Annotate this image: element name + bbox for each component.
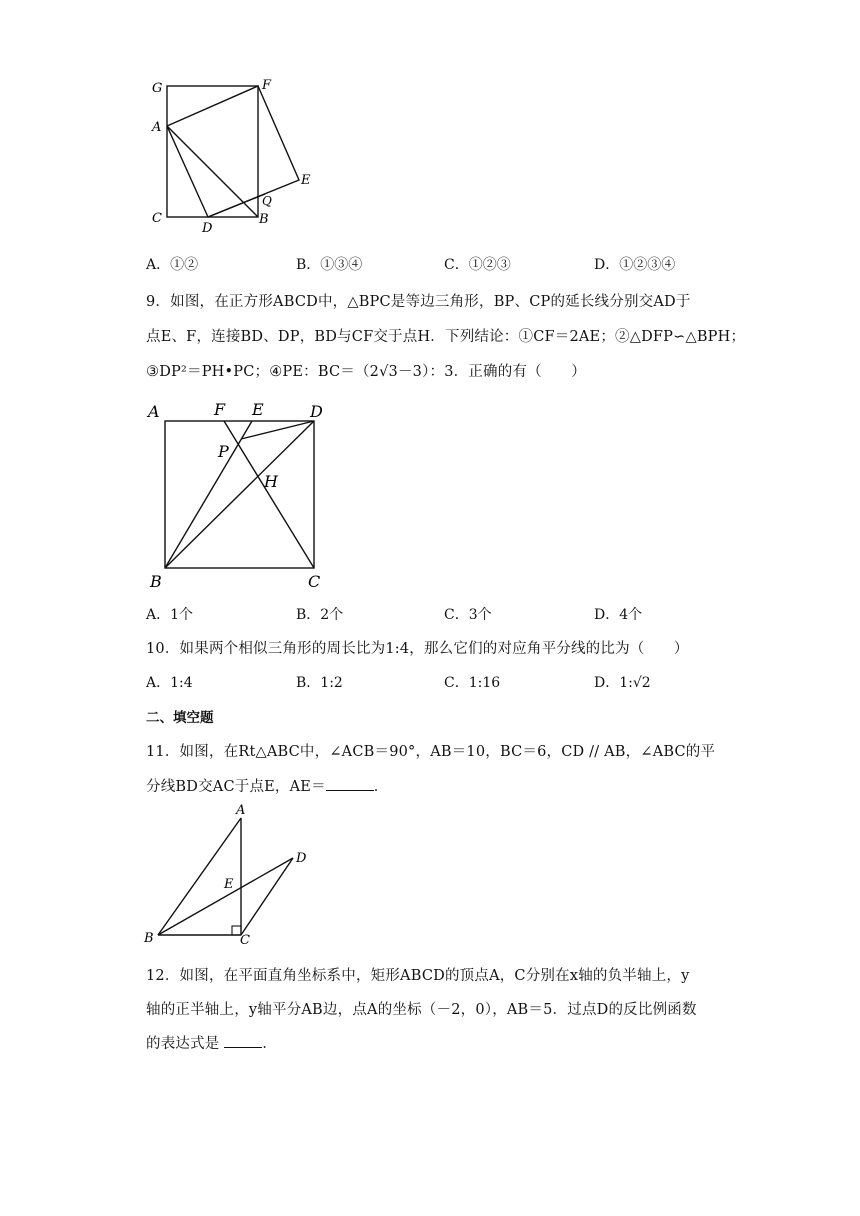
label-F: F xyxy=(262,78,272,93)
q9-option-a: A．1个 xyxy=(146,607,194,623)
q9-option-b: B．2个 xyxy=(296,607,344,623)
label-A: A xyxy=(152,120,162,135)
q8-option-d: D．①②③④ xyxy=(594,257,676,273)
q10-option-a: A．1:4 xyxy=(146,675,193,691)
label-P: P xyxy=(218,442,229,461)
answer-blank[interactable] xyxy=(326,778,374,791)
q12-line-3: 的表达式是 ． xyxy=(146,1036,278,1052)
q10-option-c: C．1:16 xyxy=(444,675,501,691)
label-B: B xyxy=(259,212,269,227)
q9-line-1: 9．如图，在正方形ABCD中，△BPC是等边三角形，BP、CP的延长线分别交AD于 xyxy=(146,294,691,310)
q8-option-b: B．①③④ xyxy=(296,257,363,273)
label-E: E xyxy=(301,173,311,188)
q8-option-c: C．①②③ xyxy=(444,257,511,273)
label-C: C xyxy=(308,572,321,591)
figure-square-equilateral xyxy=(140,395,340,591)
q10-option-b: B．1:2 xyxy=(296,675,343,691)
q10-text: 10．如果两个相似三角形的周长比为1:4，那么它们的对应角平分线的比为（ ） xyxy=(146,641,689,657)
q11-line-2: 分线BD交AC于点E，AE＝ ． xyxy=(146,779,389,795)
figure-right-triangle xyxy=(140,800,320,950)
q9-option-c: C．3个 xyxy=(444,607,492,623)
label-Q: Q xyxy=(262,194,272,208)
section-title: 二、填空题 xyxy=(146,710,214,726)
label-A: A xyxy=(236,803,246,818)
label-F: F xyxy=(214,400,226,419)
answer-blank[interactable] xyxy=(224,1035,262,1048)
q9-line-3: ③DP²＝PH•PC；④PE：BC＝（2√3－3）：3．正确的有（ ） xyxy=(146,364,586,380)
q10-option-d: D．1:√2 xyxy=(594,675,651,691)
label-G: G xyxy=(152,81,163,96)
q12-line-1: 12．如图，在平面直角坐标系中，矩形ABCD的顶点A，C分别在x轴的负半轴上，y xyxy=(146,968,690,984)
label-B: B xyxy=(144,931,154,946)
label-D: D xyxy=(296,851,307,866)
q11-line-1: 11．如图，在Rt△ABC中，∠ACB＝90°，AB＝10，BC＝6，CD // AB，∠ABC的平 xyxy=(146,744,716,760)
label-D: D xyxy=(310,402,323,421)
label-E: E xyxy=(224,877,234,892)
q8-option-a: A．①② xyxy=(146,257,199,273)
label-C: C xyxy=(240,933,250,948)
q9-line-2: 点E、F，连接BD、DP，BD与CF交于点H．下列结论：①CF＝2AE；②△DFP∽△BPH； xyxy=(146,329,746,345)
q12-line-2: 轴的正半轴上，y轴平分AB边，点A的坐标（－2，0），AB＝5．过点D的反比例函数 xyxy=(146,1002,697,1018)
label-D: D xyxy=(202,221,213,236)
q9-option-d: D．4个 xyxy=(594,607,643,623)
label-C: C xyxy=(152,211,162,226)
label-H: H xyxy=(264,472,278,491)
label-B: B xyxy=(150,572,162,591)
label-E: E xyxy=(252,400,264,419)
figure-rectangle-square xyxy=(140,72,330,240)
label-A: A xyxy=(148,402,160,421)
